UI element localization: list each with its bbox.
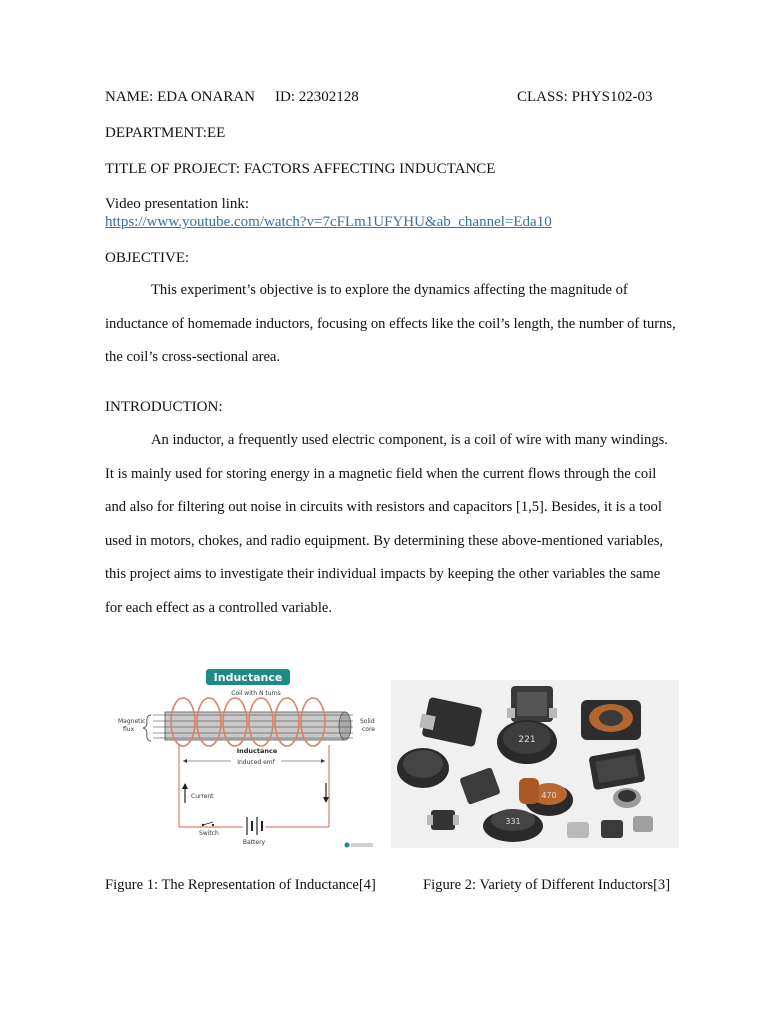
video-link[interactable]: https://www.youtube.com/watch?v=7cFLm1UFYHU&ab_channel=Eda10	[105, 214, 552, 230]
video-label: Video presentation link:	[105, 196, 250, 212]
banner-text: Inductance	[213, 671, 283, 684]
inductance-label: Inductance	[236, 747, 278, 755]
introduction-text: An inductor, a frequently used electric component, is a coil of wire with many windings. It is mainly used for storing energy in a magnetic field when the current flows through the coil and also for filtering out noise in circuits with resistors and capacitors [1,5]. Besides, it is a tool used in motors, chokes, and radio equipment. By determining these above-mentioned variables, this project aims to investigate their individual impacts by keeping the other variables the same for each effect as a controlled variable.	[105, 432, 668, 616]
introduction-paragraph	[105, 424, 680, 626]
core-label-2: core	[362, 726, 375, 733]
department: DEPARTMENT:EE	[105, 125, 226, 141]
inductor-round-left	[397, 748, 449, 788]
label-221: 221	[518, 735, 536, 745]
inductor-copper-coil	[519, 778, 539, 804]
inductor-smd-top	[507, 686, 557, 722]
label-331: 331	[505, 817, 521, 826]
student-name: NAME: EDA ONARAN	[105, 89, 255, 105]
battery-label: Battery	[242, 839, 266, 846]
introduction-heading: INTRODUCTION:	[105, 399, 223, 415]
inductor-drum-right	[581, 700, 641, 740]
watermark-logo	[345, 843, 374, 848]
coil-label: Coil with N turns	[231, 690, 281, 697]
flux-label-1: Magnetic	[118, 718, 146, 725]
figure1-caption: Figure 1: The Representation of Inductance[4]	[105, 877, 376, 893]
objective-paragraph	[105, 274, 680, 375]
inductance-diagram	[113, 665, 376, 850]
student-id: ID: 22302128	[275, 89, 359, 105]
objective-heading: OBJECTIVE:	[105, 250, 190, 266]
objective-text: This experiment’s objective is to explore the dynamics affecting the magnitude of inductance of homemade inductors, focusing on effects like the coil’s length, the number of turns, the coil’s cross-sectional area.	[105, 282, 676, 366]
current-label: Current	[191, 793, 214, 800]
switch-label: Switch	[199, 830, 219, 837]
core-label-1: Solid	[360, 718, 375, 725]
emf-label: Induced emf	[237, 759, 275, 766]
inductor-small-left	[427, 810, 459, 830]
inductors-photo	[391, 680, 679, 848]
label-470: 470	[541, 791, 557, 800]
inductor-silver-right	[613, 788, 641, 808]
flux-label-2: flux	[123, 726, 135, 733]
class-label: CLASS: PHYS102-03	[517, 89, 653, 105]
inductor-221	[497, 720, 557, 764]
project-title: TITLE OF PROJECT: FACTORS AFFECTING INDUCTANCE	[105, 161, 496, 177]
figure2-caption: Figure 2: Variety of Different Inductors[3]	[423, 877, 671, 893]
